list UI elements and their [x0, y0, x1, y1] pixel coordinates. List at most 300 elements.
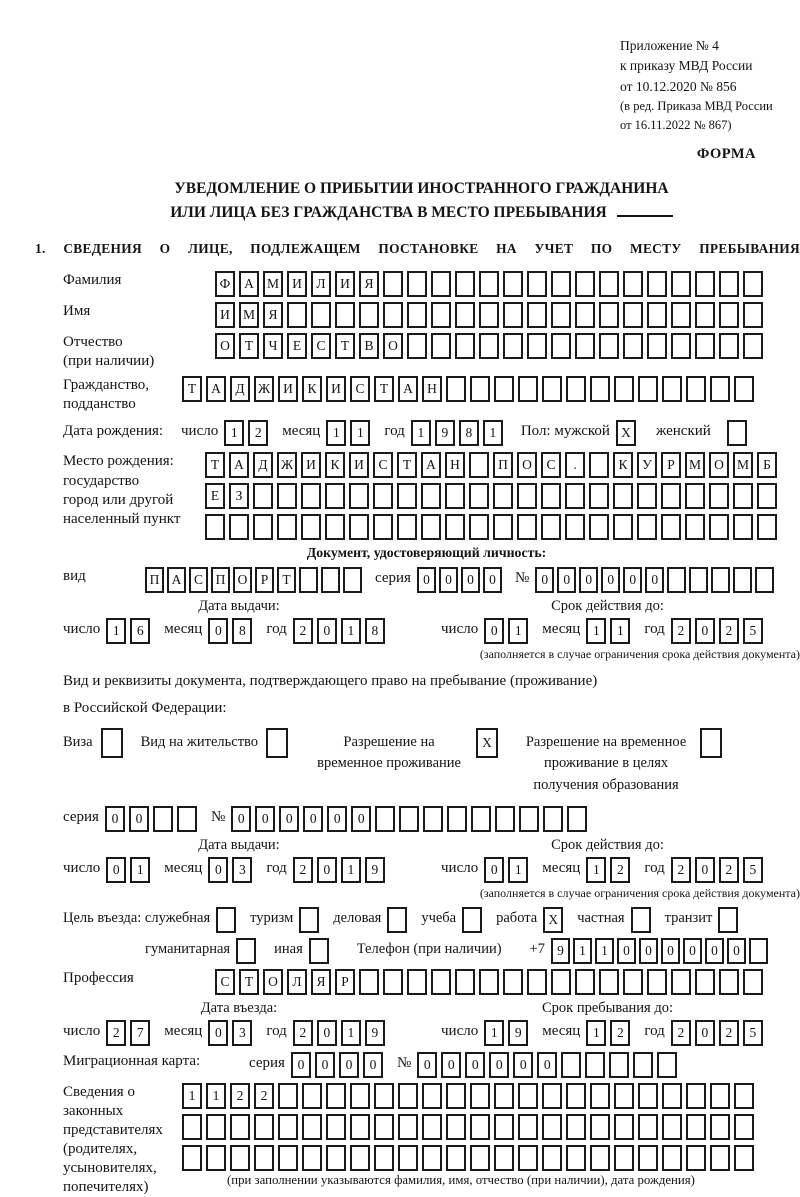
char-cell[interactable] — [301, 483, 321, 509]
char-cell[interactable] — [503, 302, 523, 328]
char-cell[interactable] — [614, 376, 634, 402]
char-cell[interactable] — [657, 1052, 677, 1078]
char-cell[interactable] — [686, 1114, 706, 1140]
char-cell[interactable]: 9 — [435, 420, 455, 446]
char-cell[interactable]: С — [541, 452, 561, 478]
char-cell[interactable] — [373, 514, 393, 540]
char-cell[interactable]: С — [350, 376, 370, 402]
char-cell[interactable] — [494, 376, 514, 402]
char-cell[interactable]: 3 — [232, 857, 252, 883]
purpose-study-checkbox[interactable] — [462, 907, 486, 933]
char-cell[interactable]: 0 — [695, 618, 715, 644]
char-cell[interactable] — [359, 302, 379, 328]
char-cell[interactable]: П — [211, 567, 230, 593]
char-cell[interactable] — [623, 271, 643, 297]
char-cell[interactable] — [662, 1083, 682, 1109]
char-cell[interactable]: 0 — [208, 618, 228, 644]
char-cell[interactable] — [326, 1114, 346, 1140]
char-cell[interactable] — [350, 1083, 370, 1109]
char-cell[interactable]: 1 — [341, 618, 361, 644]
char-cell[interactable] — [733, 514, 753, 540]
char-cell[interactable] — [566, 1114, 586, 1140]
char-cell[interactable] — [590, 1083, 610, 1109]
char-cell[interactable] — [383, 969, 403, 995]
char-cell[interactable] — [719, 271, 739, 297]
char-cell[interactable]: 2 — [719, 1020, 739, 1046]
char-cell[interactable] — [542, 1083, 562, 1109]
char-cell[interactable]: В — [359, 333, 379, 359]
char-cell[interactable]: Т — [374, 376, 394, 402]
char-cell[interactable]: Т — [277, 567, 296, 593]
char-cell[interactable]: 8 — [365, 618, 385, 644]
char-cell[interactable]: Л — [287, 969, 307, 995]
char-cell[interactable]: А — [398, 376, 418, 402]
char-cell[interactable]: Т — [397, 452, 417, 478]
char-cell[interactable] — [309, 938, 329, 964]
char-cell[interactable]: 0 — [279, 806, 299, 832]
char-cell[interactable] — [551, 333, 571, 359]
char-cell[interactable]: 0 — [351, 806, 371, 832]
char-cell[interactable] — [494, 1145, 514, 1171]
char-cell[interactable] — [446, 1083, 466, 1109]
char-cell[interactable] — [631, 907, 651, 933]
char-cell[interactable]: П — [145, 567, 164, 593]
char-cell[interactable]: 2 — [293, 618, 313, 644]
char-cell[interactable]: 0 — [105, 806, 125, 832]
char-cell[interactable] — [335, 302, 355, 328]
char-cell[interactable]: 0 — [489, 1052, 509, 1078]
char-cell[interactable] — [567, 806, 587, 832]
char-cell[interactable] — [527, 302, 547, 328]
char-cell[interactable]: Т — [239, 333, 259, 359]
char-cell[interactable]: 0 — [535, 567, 554, 593]
char-cell[interactable]: 0 — [484, 857, 504, 883]
char-cell[interactable]: 1 — [573, 938, 592, 964]
char-cell[interactable]: 3 — [232, 1020, 252, 1046]
gender-male-checkbox[interactable] — [616, 420, 640, 446]
char-cell[interactable] — [527, 333, 547, 359]
char-cell[interactable] — [686, 1145, 706, 1171]
char-cell[interactable] — [350, 1145, 370, 1171]
char-cell[interactable]: 9 — [551, 938, 570, 964]
char-cell[interactable] — [718, 907, 738, 933]
char-cell[interactable] — [407, 969, 427, 995]
char-cell[interactable] — [710, 1145, 730, 1171]
char-cell[interactable]: Л — [311, 271, 331, 297]
char-cell[interactable] — [527, 969, 547, 995]
char-cell[interactable]: Ж — [254, 376, 274, 402]
char-cell[interactable] — [710, 1083, 730, 1109]
char-cell[interactable] — [321, 567, 340, 593]
char-cell[interactable]: 0 — [339, 1052, 359, 1078]
char-cell[interactable] — [374, 1114, 394, 1140]
char-cell[interactable] — [398, 1083, 418, 1109]
purpose-business-checkbox[interactable] — [216, 907, 240, 933]
char-cell[interactable] — [637, 483, 657, 509]
char-cell[interactable] — [182, 1114, 202, 1140]
char-cell[interactable] — [470, 1145, 490, 1171]
char-cell[interactable] — [551, 969, 571, 995]
char-cell[interactable] — [422, 1083, 442, 1109]
char-cell[interactable] — [543, 806, 563, 832]
char-cell[interactable]: Ч — [263, 333, 283, 359]
char-cell[interactable] — [638, 1083, 658, 1109]
char-cell[interactable]: Я — [263, 302, 283, 328]
char-cell[interactable]: 0 — [557, 567, 576, 593]
char-cell[interactable] — [575, 333, 595, 359]
char-cell[interactable] — [613, 514, 633, 540]
char-cell[interactable]: Д — [253, 452, 273, 478]
char-cell[interactable]: 0 — [483, 567, 502, 593]
char-cell[interactable] — [695, 333, 715, 359]
char-cell[interactable]: П — [493, 452, 513, 478]
char-cell[interactable]: 1 — [106, 618, 126, 644]
char-cell[interactable] — [325, 483, 345, 509]
char-cell[interactable] — [734, 1083, 754, 1109]
char-cell[interactable]: О — [517, 452, 537, 478]
char-cell[interactable]: 0 — [645, 567, 664, 593]
char-cell[interactable] — [206, 1145, 226, 1171]
char-cell[interactable] — [647, 302, 667, 328]
char-cell[interactable] — [493, 514, 513, 540]
char-cell[interactable]: З — [229, 483, 249, 509]
char-cell[interactable] — [445, 514, 465, 540]
char-cell[interactable]: 9 — [365, 857, 385, 883]
char-cell[interactable] — [302, 1145, 322, 1171]
char-cell[interactable]: 1 — [508, 857, 528, 883]
char-cell[interactable] — [301, 514, 321, 540]
char-cell[interactable]: 0 — [315, 1052, 335, 1078]
char-cell[interactable]: 0 — [317, 857, 337, 883]
char-cell[interactable] — [623, 333, 643, 359]
char-cell[interactable]: X — [476, 728, 498, 758]
char-cell[interactable]: 1 — [224, 420, 244, 446]
char-cell[interactable]: 0 — [317, 1020, 337, 1046]
char-cell[interactable]: Н — [445, 452, 465, 478]
char-cell[interactable]: О — [263, 969, 283, 995]
char-cell[interactable]: 1 — [341, 857, 361, 883]
char-cell[interactable]: 0 — [727, 938, 746, 964]
char-cell[interactable] — [287, 302, 307, 328]
char-cell[interactable] — [695, 271, 715, 297]
char-cell[interactable] — [566, 376, 586, 402]
char-cell[interactable] — [495, 806, 515, 832]
char-cell[interactable] — [575, 302, 595, 328]
char-cell[interactable] — [326, 1145, 346, 1171]
char-cell[interactable] — [541, 514, 561, 540]
char-cell[interactable]: 1 — [595, 938, 614, 964]
purpose-work-checkbox[interactable] — [543, 907, 567, 933]
char-cell[interactable] — [503, 333, 523, 359]
char-cell[interactable] — [397, 483, 417, 509]
char-cell[interactable] — [350, 1114, 370, 1140]
char-cell[interactable]: 0 — [417, 567, 436, 593]
char-cell[interactable]: 0 — [601, 567, 620, 593]
char-cell[interactable]: 0 — [695, 857, 715, 883]
char-cell[interactable]: Ф — [215, 271, 235, 297]
char-cell[interactable]: 0 — [417, 1052, 437, 1078]
char-cell[interactable]: А — [239, 271, 259, 297]
char-cell[interactable]: К — [302, 376, 322, 402]
char-cell[interactable] — [407, 271, 427, 297]
char-cell[interactable]: 2 — [293, 857, 313, 883]
purpose-delovaya-checkbox[interactable] — [387, 907, 411, 933]
char-cell[interactable] — [518, 1145, 538, 1171]
char-cell[interactable]: 1 — [586, 1020, 606, 1046]
char-cell[interactable] — [727, 420, 747, 446]
char-cell[interactable]: 0 — [513, 1052, 533, 1078]
char-cell[interactable] — [589, 483, 609, 509]
char-cell[interactable] — [349, 483, 369, 509]
char-cell[interactable] — [422, 1114, 442, 1140]
char-cell[interactable] — [447, 806, 467, 832]
char-cell[interactable] — [479, 302, 499, 328]
char-cell[interactable] — [278, 1114, 298, 1140]
char-cell[interactable]: 0 — [439, 567, 458, 593]
char-cell[interactable] — [575, 969, 595, 995]
char-cell[interactable] — [469, 483, 489, 509]
char-cell[interactable] — [599, 271, 619, 297]
char-cell[interactable] — [589, 514, 609, 540]
char-cell[interactable]: М — [733, 452, 753, 478]
purpose-tourism-checkbox[interactable] — [299, 907, 323, 933]
char-cell[interactable] — [470, 1114, 490, 1140]
char-cell[interactable] — [277, 514, 297, 540]
char-cell[interactable] — [671, 333, 691, 359]
char-cell[interactable]: 0 — [705, 938, 724, 964]
char-cell[interactable] — [469, 452, 489, 478]
char-cell[interactable]: Д — [230, 376, 250, 402]
char-cell[interactable]: М — [239, 302, 259, 328]
char-cell[interactable]: С — [373, 452, 393, 478]
char-cell[interactable] — [647, 333, 667, 359]
char-cell[interactable] — [638, 1145, 658, 1171]
char-cell[interactable]: А — [167, 567, 186, 593]
purpose-humanitarian-checkbox[interactable] — [236, 938, 260, 964]
char-cell[interactable] — [299, 907, 319, 933]
char-cell[interactable]: 1 — [586, 618, 606, 644]
char-cell[interactable] — [216, 907, 236, 933]
char-cell[interactable] — [667, 567, 686, 593]
char-cell[interactable]: 1 — [586, 857, 606, 883]
char-cell[interactable] — [733, 483, 753, 509]
char-cell[interactable]: 0 — [617, 938, 636, 964]
char-cell[interactable] — [565, 514, 585, 540]
char-cell[interactable]: 2 — [106, 1020, 126, 1046]
char-cell[interactable] — [253, 483, 273, 509]
char-cell[interactable]: 1 — [341, 1020, 361, 1046]
char-cell[interactable]: 2 — [671, 857, 691, 883]
gender-female-checkbox[interactable] — [727, 420, 751, 446]
char-cell[interactable] — [719, 969, 739, 995]
char-cell[interactable] — [462, 907, 482, 933]
char-cell[interactable] — [302, 1114, 322, 1140]
char-cell[interactable] — [609, 1052, 629, 1078]
char-cell[interactable]: 0 — [623, 567, 642, 593]
char-cell[interactable] — [710, 376, 730, 402]
char-cell[interactable]: 2 — [671, 1020, 691, 1046]
char-cell[interactable]: О — [383, 333, 403, 359]
char-cell[interactable] — [614, 1145, 634, 1171]
char-cell[interactable] — [599, 333, 619, 359]
char-cell[interactable] — [278, 1083, 298, 1109]
char-cell[interactable]: 1 — [484, 1020, 504, 1046]
char-cell[interactable] — [518, 376, 538, 402]
char-cell[interactable] — [590, 1145, 610, 1171]
char-cell[interactable] — [397, 514, 417, 540]
visa-checkbox[interactable] — [101, 728, 127, 758]
char-cell[interactable] — [661, 483, 681, 509]
char-cell[interactable] — [343, 567, 362, 593]
char-cell[interactable] — [431, 302, 451, 328]
char-cell[interactable]: Р — [661, 452, 681, 478]
char-cell[interactable] — [407, 333, 427, 359]
char-cell[interactable]: Т — [335, 333, 355, 359]
char-cell[interactable]: Р — [335, 969, 355, 995]
char-cell[interactable]: Я — [359, 271, 379, 297]
char-cell[interactable] — [709, 514, 729, 540]
char-cell[interactable] — [254, 1145, 274, 1171]
char-cell[interactable]: А — [206, 376, 226, 402]
char-cell[interactable] — [101, 728, 123, 758]
char-cell[interactable] — [470, 376, 490, 402]
char-cell[interactable] — [585, 1052, 605, 1078]
char-cell[interactable] — [503, 969, 523, 995]
char-cell[interactable] — [387, 907, 407, 933]
char-cell[interactable] — [551, 271, 571, 297]
char-cell[interactable]: 2 — [293, 1020, 313, 1046]
char-cell[interactable] — [734, 1145, 754, 1171]
char-cell[interactable] — [575, 271, 595, 297]
char-cell[interactable] — [685, 514, 705, 540]
char-cell[interactable] — [614, 1114, 634, 1140]
char-cell[interactable] — [182, 1145, 202, 1171]
char-cell[interactable] — [374, 1145, 394, 1171]
char-cell[interactable] — [455, 333, 475, 359]
char-cell[interactable]: 1 — [206, 1083, 226, 1109]
purpose-transit-checkbox[interactable] — [718, 907, 742, 933]
char-cell[interactable] — [613, 483, 633, 509]
char-cell[interactable] — [566, 1083, 586, 1109]
char-cell[interactable] — [398, 1145, 418, 1171]
char-cell[interactable]: 2 — [610, 857, 630, 883]
char-cell[interactable] — [743, 969, 763, 995]
char-cell[interactable]: К — [613, 452, 633, 478]
char-cell[interactable] — [566, 1145, 586, 1171]
char-cell[interactable]: Т — [239, 969, 259, 995]
char-cell[interactable]: Н — [422, 376, 442, 402]
char-cell[interactable] — [383, 302, 403, 328]
char-cell[interactable] — [695, 302, 715, 328]
char-cell[interactable] — [638, 1114, 658, 1140]
char-cell[interactable] — [709, 483, 729, 509]
char-cell[interactable]: О — [233, 567, 252, 593]
char-cell[interactable]: 1 — [610, 618, 630, 644]
char-cell[interactable]: С — [311, 333, 331, 359]
char-cell[interactable]: 0 — [661, 938, 680, 964]
char-cell[interactable] — [647, 271, 667, 297]
char-cell[interactable] — [479, 333, 499, 359]
char-cell[interactable]: И — [326, 376, 346, 402]
char-cell[interactable] — [671, 302, 691, 328]
char-cell[interactable] — [614, 1083, 634, 1109]
char-cell[interactable] — [671, 271, 691, 297]
char-cell[interactable]: О — [215, 333, 235, 359]
char-cell[interactable] — [527, 271, 547, 297]
char-cell[interactable]: 0 — [695, 1020, 715, 1046]
char-cell[interactable] — [446, 1114, 466, 1140]
char-cell[interactable] — [734, 1114, 754, 1140]
char-cell[interactable] — [662, 376, 682, 402]
char-cell[interactable]: 1 — [130, 857, 150, 883]
char-cell[interactable] — [254, 1114, 274, 1140]
char-cell[interactable]: 2 — [230, 1083, 250, 1109]
char-cell[interactable]: 0 — [317, 618, 337, 644]
char-cell[interactable]: 6 — [130, 618, 150, 644]
char-cell[interactable] — [685, 483, 705, 509]
char-cell[interactable] — [399, 806, 419, 832]
char-cell[interactable]: Б — [757, 452, 777, 478]
char-cell[interactable]: 0 — [327, 806, 347, 832]
char-cell[interactable] — [277, 483, 297, 509]
char-cell[interactable]: А — [421, 452, 441, 478]
char-cell[interactable] — [590, 1114, 610, 1140]
char-cell[interactable] — [455, 271, 475, 297]
char-cell[interactable] — [662, 1145, 682, 1171]
char-cell[interactable] — [455, 969, 475, 995]
char-cell[interactable]: И — [349, 452, 369, 478]
char-cell[interactable]: 2 — [610, 1020, 630, 1046]
char-cell[interactable] — [469, 514, 489, 540]
char-cell[interactable]: 0 — [106, 857, 126, 883]
char-cell[interactable] — [373, 483, 393, 509]
char-cell[interactable]: 9 — [508, 1020, 528, 1046]
char-cell[interactable]: 9 — [365, 1020, 385, 1046]
char-cell[interactable] — [749, 938, 768, 964]
char-cell[interactable]: Т — [182, 376, 202, 402]
char-cell[interactable] — [662, 1114, 682, 1140]
char-cell[interactable] — [471, 806, 491, 832]
char-cell[interactable] — [206, 1114, 226, 1140]
purpose-private-checkbox[interactable] — [631, 907, 655, 933]
char-cell[interactable] — [561, 1052, 581, 1078]
char-cell[interactable] — [551, 302, 571, 328]
char-cell[interactable] — [230, 1114, 250, 1140]
char-cell[interactable]: А — [229, 452, 249, 478]
char-cell[interactable]: И — [215, 302, 235, 328]
char-cell[interactable] — [542, 1114, 562, 1140]
char-cell[interactable] — [700, 728, 722, 758]
char-cell[interactable]: 2 — [254, 1083, 274, 1109]
char-cell[interactable]: М — [263, 271, 283, 297]
char-cell[interactable]: 0 — [579, 567, 598, 593]
char-cell[interactable] — [299, 567, 318, 593]
char-cell[interactable] — [455, 302, 475, 328]
char-cell[interactable]: К — [325, 452, 345, 478]
char-cell[interactable]: 1 — [508, 618, 528, 644]
char-cell[interactable] — [375, 806, 395, 832]
char-cell[interactable]: 0 — [639, 938, 658, 964]
char-cell[interactable] — [599, 969, 619, 995]
char-cell[interactable] — [517, 483, 537, 509]
char-cell[interactable] — [757, 514, 777, 540]
char-cell[interactable] — [325, 514, 345, 540]
char-cell[interactable] — [743, 333, 763, 359]
char-cell[interactable] — [470, 1083, 490, 1109]
char-cell[interactable]: . — [565, 452, 585, 478]
char-cell[interactable] — [541, 483, 561, 509]
char-cell[interactable]: 1 — [182, 1083, 202, 1109]
